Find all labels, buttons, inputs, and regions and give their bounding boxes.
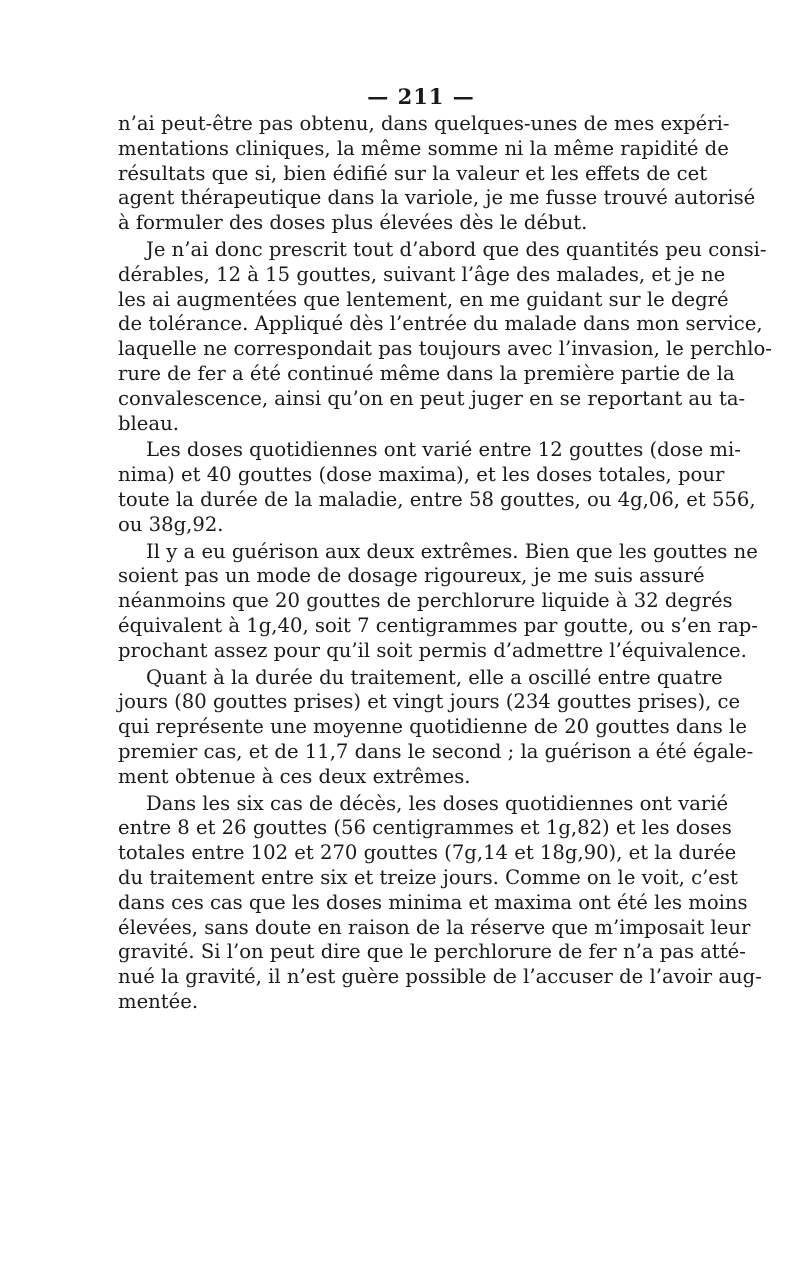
- text-line: élevées, sans doute en raison de la réserve que m’imposait leur: [118, 915, 751, 939]
- text-line: ment obtenue à ces deux extrêmes.: [118, 764, 471, 788]
- text-line: toute la durée de la maladie, entre 58 gouttes, ou 4g,06, et 556,: [118, 487, 756, 511]
- text-line: Quant à la durée du traitement, elle a oscillé entre quatre: [146, 665, 723, 689]
- paragraph: [118, 438, 756, 537]
- text-line: prochant assez pour qu’il soit permis d’admettre l’équivalence.: [118, 638, 747, 662]
- paragraph: [118, 791, 762, 1015]
- paragraph: [118, 237, 772, 436]
- page-number: — 211 —: [367, 84, 475, 109]
- text-line: nima) et 40 gouttes (dose maxima), et les doses totales, pour: [118, 463, 725, 487]
- text-line: dérables, 12 à 15 gouttes, suivant l’âge des malades, et je ne: [118, 262, 726, 286]
- text-line: laquelle ne correspondait pas toujours avec l’invasion, le perchlo-: [118, 337, 772, 361]
- text-line: dans ces cas que les doses minima et maxima ont été les moins: [118, 890, 748, 914]
- text-line: entre 8 et 26 gouttes (56 centigrammes et 1g,82) et les doses: [118, 816, 732, 840]
- text-line: bleau.: [118, 411, 179, 435]
- paragraph: [118, 539, 758, 664]
- text-line: résultats que si, bien édifié sur la valeur et les effets de cet: [118, 161, 708, 185]
- text-line: totales entre 102 et 270 gouttes (7g,14 et 18g,90), et la durée: [118, 841, 737, 865]
- text-line: du traitement entre six et treize jours. Comme on le voit, c’est: [118, 865, 738, 889]
- text-line: mentations cliniques, la même somme ni la même rapidité de: [118, 136, 729, 160]
- text-line: premier cas, et de 11,7 dans le second ; la guérison a été égale-: [118, 739, 754, 763]
- text-line: Je n’ai donc prescrit tout d’abord que des quantités peu consi-: [146, 237, 767, 261]
- text-line: convalescence, ainsi qu’on en peut juger en se reportant au ta-: [118, 386, 746, 410]
- text-line: ou 38g,92.: [118, 512, 224, 536]
- text-line: jours (80 gouttes prises) et vingt jours (234 gouttes prises), ce: [118, 690, 741, 714]
- text-line: équivalent à 1g,40, soit 7 centigrammes par goutte, ou s’en rap-: [118, 613, 758, 637]
- text-line: les ai augmentées que lentement, en me guidant sur le degré: [118, 287, 729, 311]
- text-line: gravité. Si l’on peut dire que le perchlorure de fer n’a pas atté-: [118, 940, 746, 964]
- text-line: agent thérapeutique dans la variole, je me fusse trouvé autorisé: [118, 186, 756, 210]
- text-line: Dans les six cas de décès, les doses quotidiennes ont varié: [146, 791, 729, 815]
- text-line: néanmoins que 20 gouttes de perchlorure liquide à 32 degrés: [118, 589, 733, 613]
- text-line: mentée.: [118, 989, 199, 1013]
- paragraph: [118, 112, 756, 236]
- text-line: n’ai peut-être pas obtenu, dans quelques-unes de mes expéri-: [118, 112, 730, 135]
- paragraph: [118, 665, 754, 790]
- text-line: rure de fer a été continué même dans la première partie de la: [118, 361, 735, 385]
- text-line: à formuler des doses plus élevées dès le début.: [118, 211, 588, 235]
- book-page: [118, 82, 772, 1015]
- text-line: Les doses quotidiennes ont varié entre 12 gouttes (dose mi-: [146, 438, 741, 462]
- text-line: soient pas un mode de dosage rigoureux, je me suis assuré: [118, 564, 705, 588]
- text-line: Il y a eu guérison aux deux extrêmes. Bien que les gouttes ne: [146, 539, 758, 563]
- text-line: nué la gravité, il n’est guère possible de l’accuser de l’avoir aug-: [118, 965, 762, 989]
- text-line: qui représente une moyenne quotidienne de 20 gouttes dans le: [118, 715, 747, 739]
- body-text: [118, 112, 772, 1015]
- text-line: de tolérance. Appliqué dès l’entrée du malade dans mon service,: [118, 312, 763, 336]
